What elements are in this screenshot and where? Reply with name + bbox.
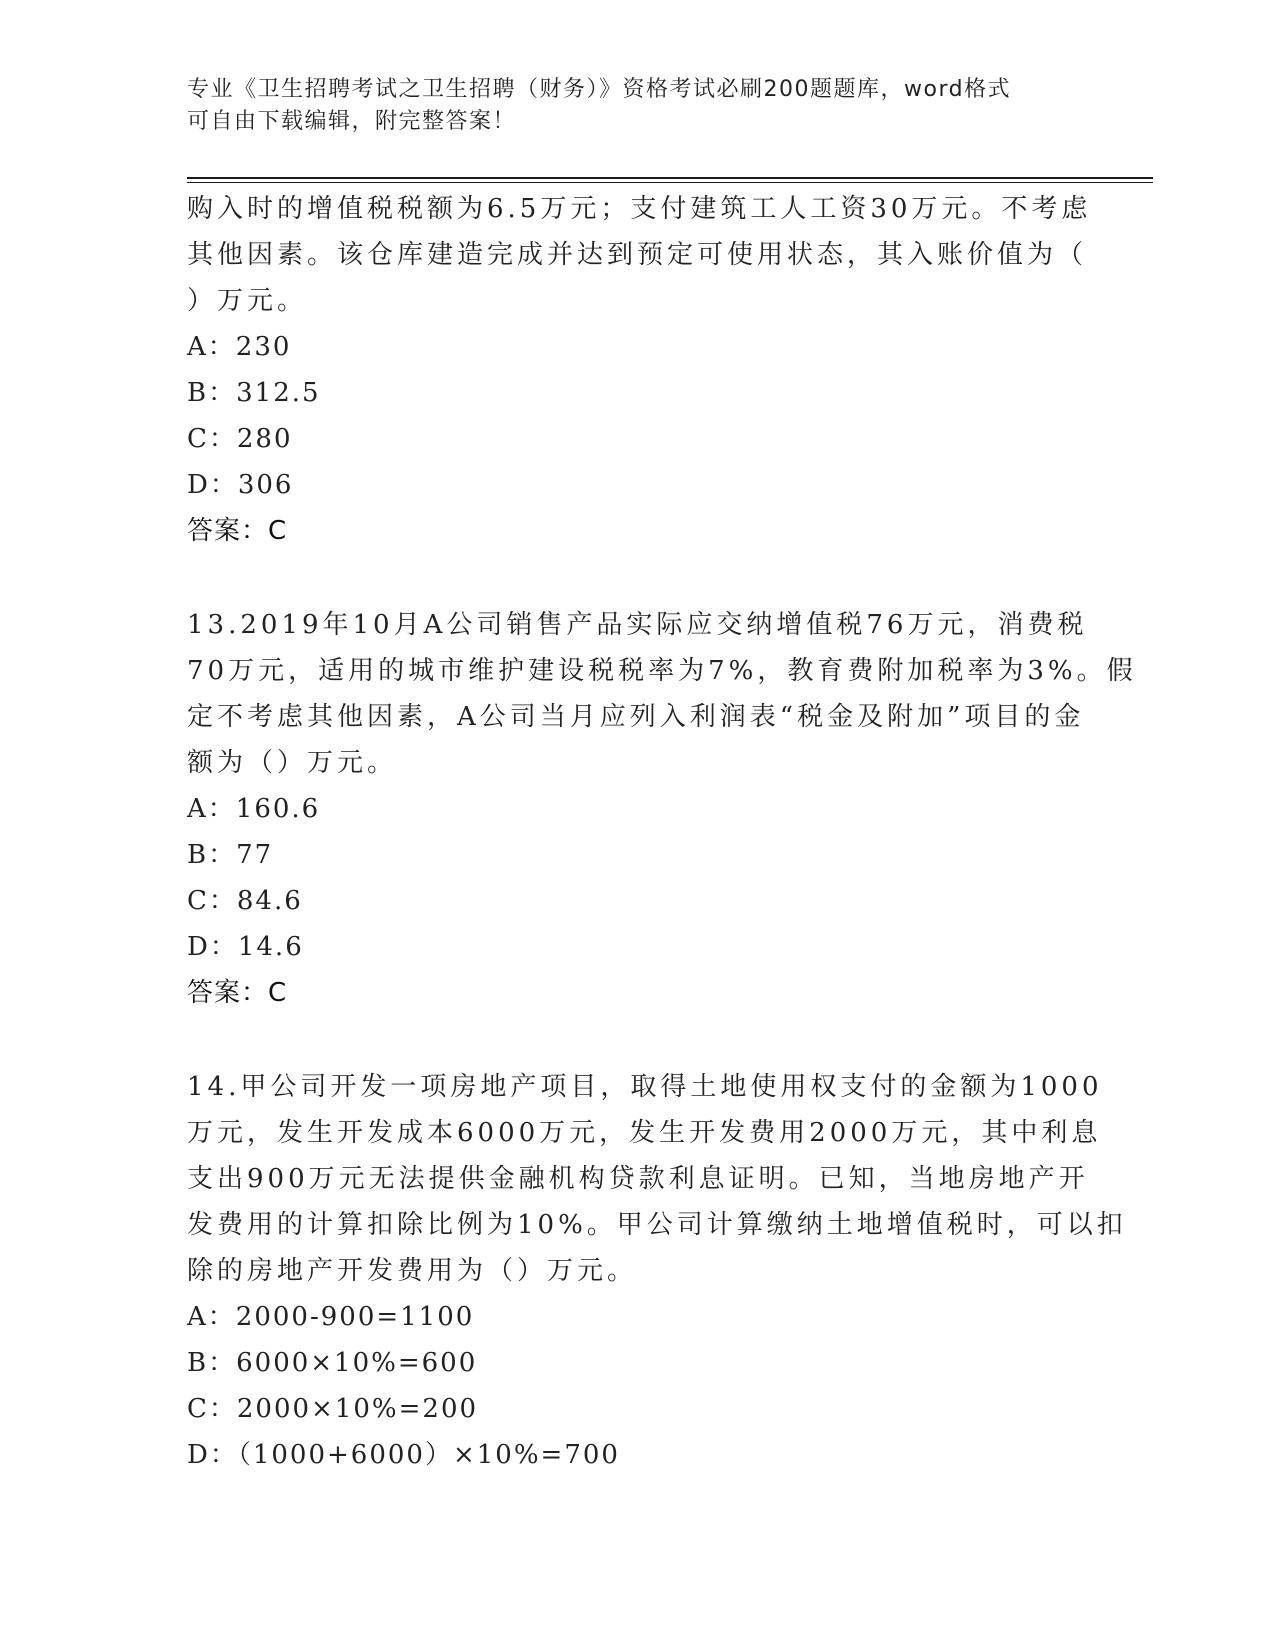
- question-text-line: 14.甲公司开发一项房地产项目，取得土地使用权支付的金额为1000: [187, 1072, 1103, 1102]
- question-text-line: ）万元。: [187, 286, 308, 316]
- question-13: [187, 602, 1137, 1016]
- page-header: [187, 74, 1087, 138]
- question-text-line: 除的房地产开发费用为（）万元。: [187, 1256, 638, 1286]
- header-divider-thick: [187, 177, 1153, 179]
- option-a: A：2000-900=1100: [187, 1302, 475, 1332]
- option-b: B：6000×10%=600: [187, 1348, 478, 1378]
- question-12: [187, 186, 1092, 554]
- question-text-line: 其他因素。该仓库建造完成并达到预定可使用状态，其入账价值为（: [187, 240, 1088, 270]
- option-a: A：160.6: [187, 794, 321, 824]
- answer-line: 答案：C: [187, 516, 288, 546]
- option-d: D：14.6: [187, 932, 304, 962]
- option-d: D：306: [187, 470, 294, 500]
- option-c: C：84.6: [187, 886, 303, 916]
- option-c: C：2000×10%=200: [187, 1394, 479, 1424]
- option-a: A：230: [187, 332, 292, 362]
- question-text-line: 购入时的增值税税额为6.5万元；支付建筑工人工资30万元。不考虑: [187, 194, 1092, 224]
- question-text-line: 支出900万元无法提供金融机构贷款利息证明。已知，当地房地产开: [187, 1164, 1089, 1194]
- option-b: B：312.5: [187, 378, 321, 408]
- document-body: [187, 186, 1137, 1478]
- option-d: D：（1000+6000）×10%=700: [187, 1440, 620, 1470]
- header-divider-thin: [187, 182, 1153, 183]
- question-text-line: 发费用的计算扣除比例为10%。甲公司计算缴纳土地增值税时，可以扣: [187, 1210, 1127, 1240]
- question-text-line: 13.2019年10月A公司销售产品实际应交纳增值税76万元，消费税: [187, 610, 1088, 640]
- option-b: B：77: [187, 840, 274, 870]
- question-text-line: 70万元，适用的城市维护建设税税率为7%，教育费附加税率为3%。假: [187, 656, 1137, 686]
- question-text-line: 额为（）万元。: [187, 748, 398, 778]
- answer-line: 答案：C: [187, 978, 288, 1008]
- question-14: [187, 1064, 1127, 1478]
- option-c: C：280: [187, 424, 293, 454]
- header-line-1: 专业《卫生招聘考试之卫生招聘（财务）》资格考试必刷200题题库，word格式: [187, 77, 1012, 102]
- question-text-line: 定不考虑其他因素，A公司当月应列入利润表“税金及附加”项目的金: [187, 702, 1085, 732]
- question-text-line: 万元，发生开发成本6000万元，发生开发费用2000万元，其中利息: [187, 1118, 1102, 1148]
- header-line-2: 可自由下载编辑，附完整答案！: [187, 109, 517, 134]
